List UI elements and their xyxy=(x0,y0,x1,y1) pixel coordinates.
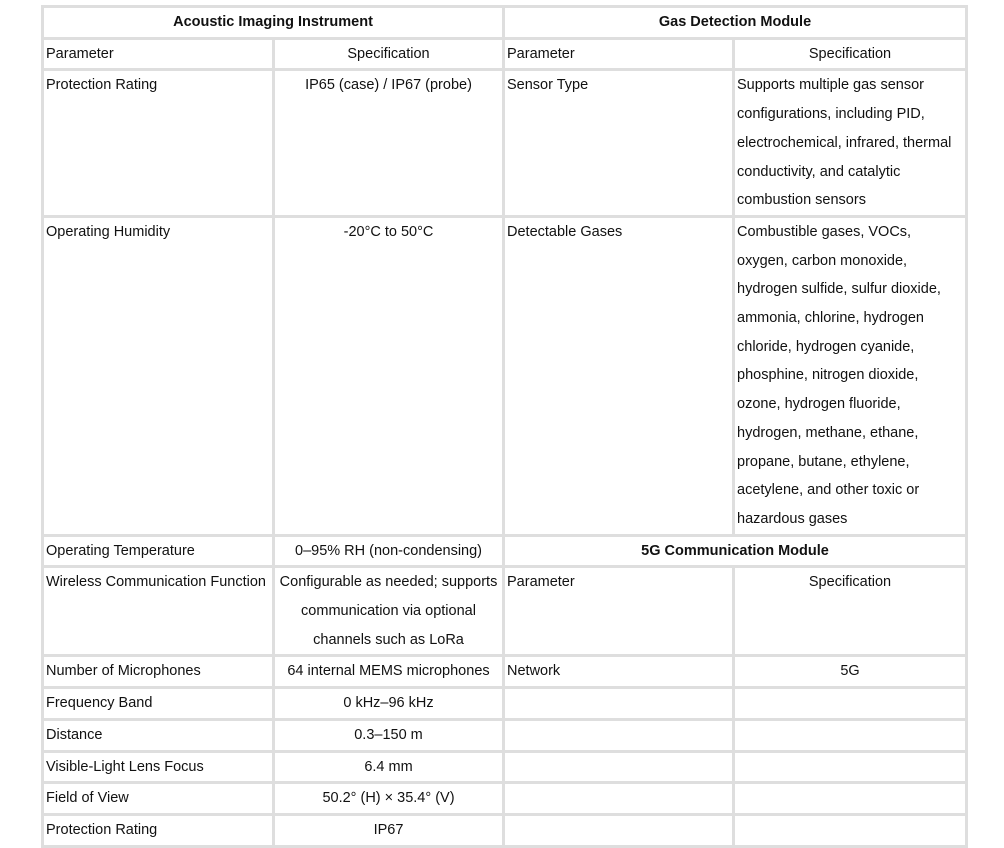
empty-cell xyxy=(504,751,734,783)
parameter-cell: Operating Temperature xyxy=(43,535,274,567)
specification-cell: -20°C to 50°C xyxy=(274,216,504,535)
specification-cell: 0.3–150 m xyxy=(274,719,504,751)
gas-specification-header: Specification xyxy=(734,38,967,70)
table-row xyxy=(43,567,967,656)
table-row xyxy=(43,783,967,815)
specification-cell: 50.2° (H) × 35.4° (V) xyxy=(274,783,504,815)
table-row xyxy=(43,688,967,720)
table-row xyxy=(43,656,967,688)
specification-cell: 6.4 mm xyxy=(274,751,504,783)
parameter-cell: Network xyxy=(504,656,734,688)
specification-cell: IP65 (case) / IP67 (probe) xyxy=(274,70,504,217)
empty-cell xyxy=(504,719,734,751)
table-row xyxy=(43,70,967,217)
comm5g-parameter-header: Parameter xyxy=(504,567,734,656)
empty-cell xyxy=(734,783,967,815)
parameter-cell: Field of View xyxy=(43,783,274,815)
table-row xyxy=(43,719,967,751)
specification-cell: 0 kHz–96 kHz xyxy=(274,688,504,720)
empty-cell xyxy=(734,719,967,751)
parameter-cell: Protection Rating xyxy=(43,70,274,217)
specification-cell: Supports multiple gas sensor configurations, including PID, electrochemical, infrared, thermal conductivity, and catalytic combustion sensors xyxy=(734,70,967,217)
parameter-cell: Protection Rating xyxy=(43,814,274,846)
parameter-cell: Visible-Light Lens Focus xyxy=(43,751,274,783)
table-row xyxy=(43,216,967,535)
parameter-cell: Wireless Communication Function xyxy=(43,567,274,656)
empty-cell xyxy=(504,688,734,720)
acoustic-section-title: Acoustic Imaging Instrument xyxy=(43,7,504,39)
specification-cell: Combustible gases, VOCs, oxygen, carbon monoxide, hydrogen sulfide, sulfur dioxide, ammonia, chlorine, hydrogen chloride, hydrogen cyanide, phosphine, nitrogen dioxide, ozone, hydrogen fluoride, hydrogen, methane, ethane, propane, butane, ethylene, acetylene, and other toxic or hazardous gases xyxy=(734,216,967,535)
empty-cell xyxy=(734,814,967,846)
empty-cell xyxy=(504,783,734,815)
parameter-cell: Sensor Type xyxy=(504,70,734,217)
acoustic-specification-header: Specification xyxy=(274,38,504,70)
specification-cell: 64 internal MEMS microphones xyxy=(274,656,504,688)
empty-cell xyxy=(734,688,967,720)
table-row xyxy=(43,535,967,567)
table-row xyxy=(43,751,967,783)
section-title-row xyxy=(43,7,967,39)
parameter-cell: Detectable Gases xyxy=(504,216,734,535)
column-header-row xyxy=(43,38,967,70)
parameter-cell: Frequency Band xyxy=(43,688,274,720)
specification-table xyxy=(41,5,968,848)
parameter-cell: Operating Humidity xyxy=(43,216,274,535)
comm5g-specification-header: Specification xyxy=(734,567,967,656)
comm5g-section-title: 5G Communication Module xyxy=(504,535,967,567)
specification-cell: 0–95% RH (non-condensing) xyxy=(274,535,504,567)
specification-cell: 5G xyxy=(734,656,967,688)
empty-cell xyxy=(504,814,734,846)
gas-section-title: Gas Detection Module xyxy=(504,7,967,39)
specification-cell: IP67 xyxy=(274,814,504,846)
empty-cell xyxy=(734,751,967,783)
parameter-cell: Distance xyxy=(43,719,274,751)
gas-parameter-header: Parameter xyxy=(504,38,734,70)
table-row xyxy=(43,814,967,846)
acoustic-parameter-header: Parameter xyxy=(43,38,274,70)
parameter-cell: Number of Microphones xyxy=(43,656,274,688)
specification-cell: Configurable as needed; supports communication via optional channels such as LoRa xyxy=(274,567,504,656)
